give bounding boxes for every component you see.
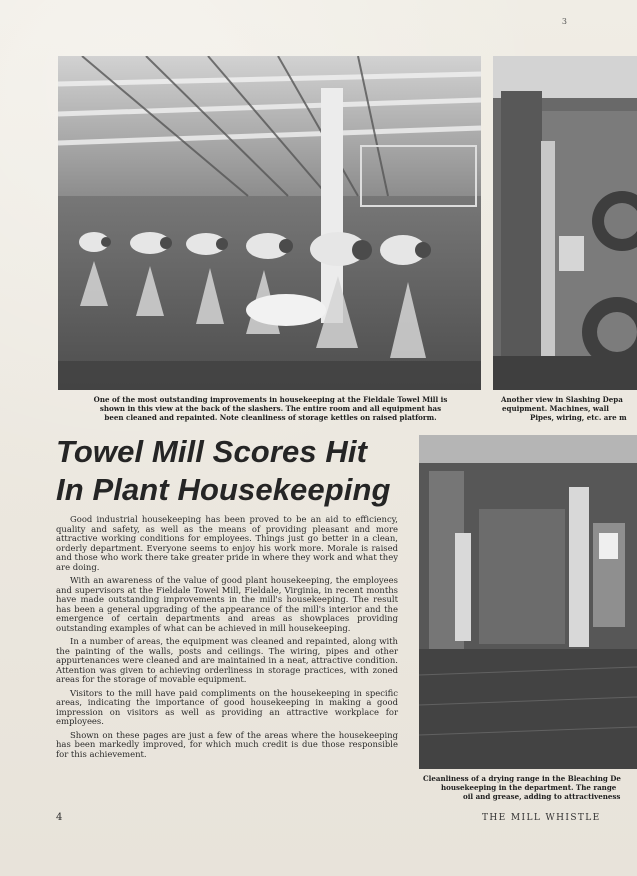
caption-line: Another view in Slashing Depa: [501, 395, 623, 404]
corner-mark: 3: [561, 17, 567, 26]
caption-line: shown in this view at the back of the slashers. The entire room and all equipment has: [99, 404, 442, 413]
caption-line: Cleanliness of a drying range in the Bleaching De: [423, 774, 621, 783]
article-headline: [56, 433, 406, 509]
article-body: [56, 515, 398, 763]
caption-line: Pipes, wiring, etc. are m: [530, 413, 627, 422]
article-paragraph: With an awareness of the value of good plant housekeeping, the employees and supervisors at the Fieldale Towel Mill, Fieldale, Virginia, in recent months have made outstanding improvements in the mill's housekeeping. The result has been a general upgrading of the appearance of the mill's interior and the emergence of certain departments and areas as showplaces providing outstanding examples of what can be achieved in mill housekeeping.: [56, 575, 398, 633]
publication-name: THE MILL WHISTLE: [482, 813, 601, 823]
bleaching-range-caption: [423, 774, 637, 801]
slasher-room-caption: [60, 395, 481, 422]
caption-line: equipment. Machines, wall: [502, 404, 609, 413]
bleaching-range-photo: [419, 435, 637, 769]
slashing-department-caption: [495, 395, 637, 422]
article-paragraph: In a number of areas, the equipment was cleaned and repainted, along with the painting of the walls, posts and ceilings. The wiring, pipes and other appurtenances were cleaned and are maintained in a neat, attractive condition. Attention was given to achieving orderliness in storage practices, with zoned areas for the storage of movable equipment.: [56, 636, 398, 684]
headline-line-1: Towel Mill Scores Hit: [56, 434, 368, 469]
page-number: 4: [56, 812, 63, 823]
article-paragraph: Visitors to the mill have paid compliments on the housekeeping in specific areas, indicating the importance of good housekeeping in making a good impression on visitors as well as providing an attractive workplace for employees.: [56, 687, 398, 726]
caption-line: been cleaned and repainted. Note cleanliness of storage kettles on raised platform.: [104, 413, 437, 422]
caption-line: housekeeping in the department. The range: [441, 783, 617, 792]
article-paragraph: Good industrial housekeeping has been proved to be an aid to efficiency, quality and safety, as well as the means of providing pleasant and more attractive working conditions for employees. Things just go better in a clean, orderly department. Everyone seems to enjoy his work more. Morale is raised and those who work there take greater pride in where they work and what they are doing.: [56, 514, 398, 572]
slasher-room-photo: [58, 56, 481, 390]
slashing-department-photo: [493, 56, 637, 390]
headline-line-2: In Plant Housekeeping: [56, 472, 391, 507]
caption-line: One of the most outstanding improvements in housekeeping at the Fieldale Towel Mill is: [93, 395, 448, 404]
article-paragraph: Shown on these pages are just a few of the areas where the housekeeping has been markedly improved, for which much credit is due those responsible for this achievement.: [56, 729, 398, 759]
caption-line: oil and grease, adding to attractiveness: [463, 792, 621, 801]
